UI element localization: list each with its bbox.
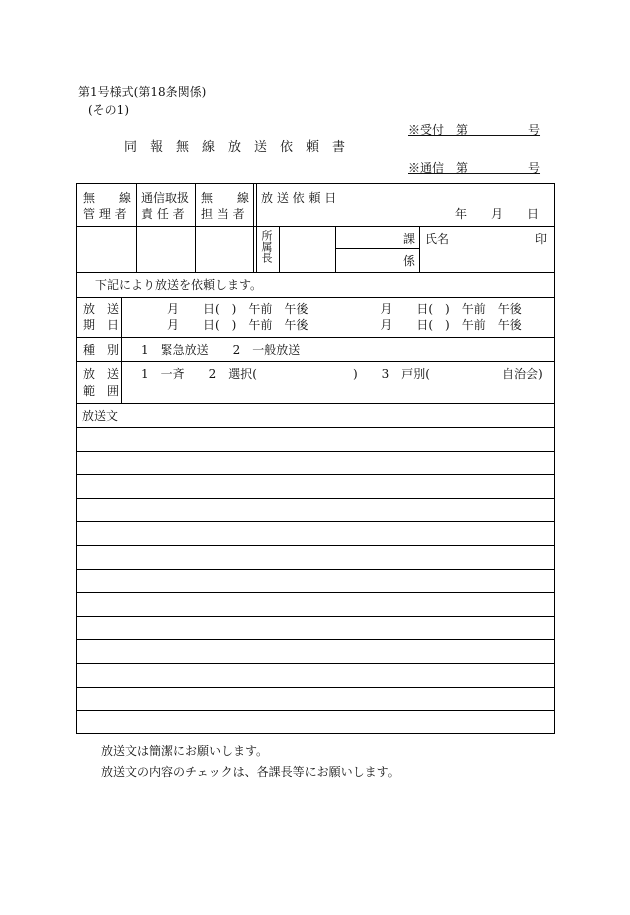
staff-label-1: 無 線 — [201, 191, 250, 205]
broadcast-text-line[interactable] — [77, 498, 554, 499]
comm-number-field: ※通信 第 号 — [408, 161, 541, 175]
range-label-2: 範 囲 — [83, 384, 120, 398]
kakari-label: 係 — [403, 254, 416, 268]
form-sub-number: (その1) — [88, 103, 129, 117]
broadcast-text-label: 放送文 — [82, 409, 119, 423]
footer-note-2: 放送文の内容のチェックは、各課長等にお願いします。 — [101, 765, 400, 779]
ka-label: 課 — [403, 232, 416, 246]
seal-label: 印 — [535, 232, 548, 246]
request-date-label: 放 送 依 頼 日 — [261, 191, 337, 205]
staff-label-2: 担 当 者 — [201, 207, 245, 221]
broadcast-text-line[interactable] — [77, 474, 554, 475]
receipt-number-field: ※受付 第 号 — [408, 123, 541, 137]
name-label: 氏名 — [425, 232, 450, 246]
request-form-table — [76, 183, 555, 734]
dept-head-label: 所属長 — [260, 230, 273, 263]
broadcast-text-line[interactable] — [77, 451, 554, 452]
footer-note-1: 放送文は簡潔にお願いします。 — [101, 744, 269, 758]
type-label: 種 別 — [83, 343, 120, 357]
broadcast-text-line[interactable] — [77, 663, 554, 664]
date-line-2: 月 日( ) 午前 午後 月 日( ) 午前 午後 — [167, 318, 522, 332]
broadcast-text-line[interactable] — [77, 427, 554, 428]
manager-label-2: 管 理 者 — [83, 207, 127, 221]
broadcast-text-line[interactable] — [77, 521, 554, 522]
responsible-label-1: 通信取扱 — [141, 191, 190, 205]
broadcast-text-line[interactable] — [77, 710, 554, 711]
responsible-label-2: 責 任 者 — [141, 207, 185, 221]
broadcast-text-line[interactable] — [77, 569, 554, 570]
date-label-2: 期 日 — [83, 318, 120, 332]
date-line-1: 月 日( ) 午前 午後 月 日( ) 午前 午後 — [167, 302, 522, 316]
range-value: 1 一斉 2 選択( ) 3 戸別( 自治会) — [141, 367, 543, 381]
form-number: 第1号様式(第18条関係) — [78, 85, 207, 99]
manager-label-1: 無 線 — [83, 191, 132, 205]
broadcast-text-line[interactable] — [77, 639, 554, 640]
type-value: 1 緊急放送 2 一般放送 — [141, 343, 301, 357]
document-title: 同 報 無 線 放 送 依 頼 書 — [124, 140, 346, 155]
broadcast-text-line[interactable] — [77, 616, 554, 617]
date-label-1: 放 送 — [83, 302, 120, 316]
broadcast-text-line[interactable] — [77, 687, 554, 688]
broadcast-text-line[interactable] — [77, 592, 554, 593]
request-date-value: 年 月 日 — [455, 207, 540, 221]
range-label-1: 放 送 — [83, 367, 120, 381]
broadcast-text-line[interactable] — [77, 545, 554, 546]
request-statement: 下記により放送を依頼します。 — [95, 278, 263, 292]
